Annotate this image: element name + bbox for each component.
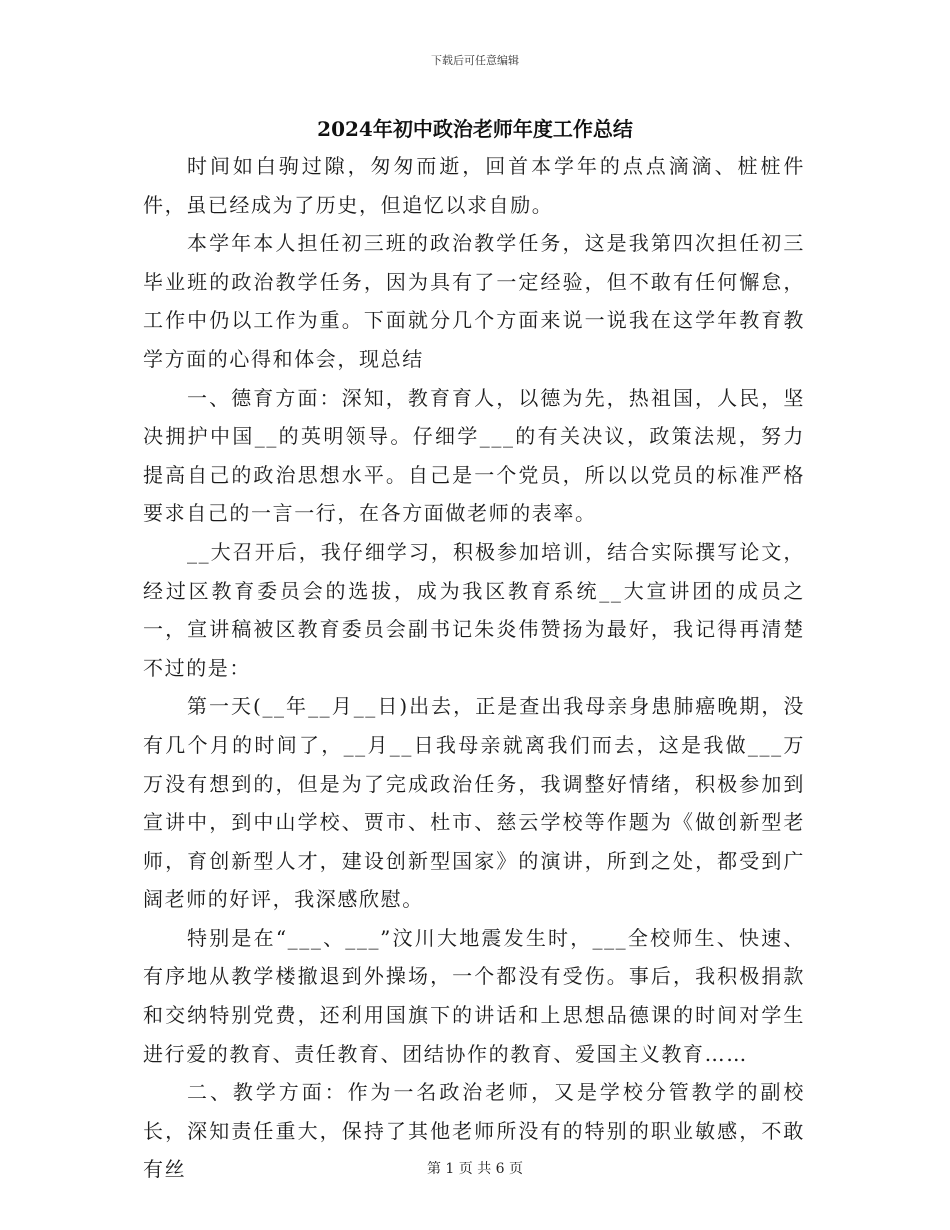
document-body: [143, 147, 805, 1189]
paragraph-intro: 时间如白驹过隙，匆匆而逝，回首本学年的点点滴滴、桩桩件件，虽已经成为了历史，但追忆以求自励。: [143, 154, 805, 217]
page-indicator: 第 1 页 共 6 页: [426, 1161, 524, 1177]
paragraph-lecture-group: __大召开后，我仔细学习，积极参加培训，结合实际撰写论文，经过区教育委员会的选拔，成为我区教育系统__大宣讲团的成员之一，宣讲稿被区教育委员会副书记朱炎伟赞扬为最好，我记得再清楚不过的是：: [143, 539, 805, 680]
document-title: 2024年初中政治老师年度工作总结: [317, 117, 633, 141]
paragraph-earthquake: 特别是在“___、___”汶川大地震发生时，___全校师生、快速、有序地从教学楼撤退到外操场，一个都没有受伤。事后，我积极捐款和交纳特别党费，还利用国旗下的讲话和上思想品德课的时间对学生进行爱的教育、责任教育、团结协作的教育、爱国主义教育……: [143, 925, 805, 1066]
paragraph-teaching-duty: 本学年本人担任初三班的政治教学任务，这是我第四次担任初三毕业班的政治教学任务，因为具有了一定经验，但不敢有任何懈怠，工作中仍以工作为重。下面就分几个方面来说一说我在这学年教育教学方面的心得和体会，现总结: [143, 231, 805, 371]
paragraph-first-day: 第一天(__年__月__日)出去，正是查出我母亲身患肺癌晚期，没有几个月的时间了，__月__日我母亲就离我们而去，这是我做___万万没有想到的，但是为了完成政治任务，我调整好情绪，积极参加到宣讲中，到中山学校、贾市、杜市、慈云学校等作题为《做创新型老师，育创新型人才，建设创新型国家》的演讲，所到之处，都受到广阔老师的好评，我深感欣慰。: [143, 694, 805, 912]
paragraph-moral-education: 一、德育方面：深知，教育育人，以德为先，热祖国，人民，坚决拥护中国__的英明领导。仔细学___的有关决议，政策法规，努力提高自己的政治思想水平。自己是一个党员，所以以党员的标准严格要求自己的一言一行，在各方面做老师的表率。: [143, 385, 805, 526]
paragraph-teaching: 二、教学方面：作为一名政治老师，又是学校分管教学的副校长，深知责任重大，保持了其他老师所没有的特别的职业敏感，不敢有丝: [143, 1080, 805, 1182]
download-note: 下载后可任意编辑: [431, 54, 519, 67]
